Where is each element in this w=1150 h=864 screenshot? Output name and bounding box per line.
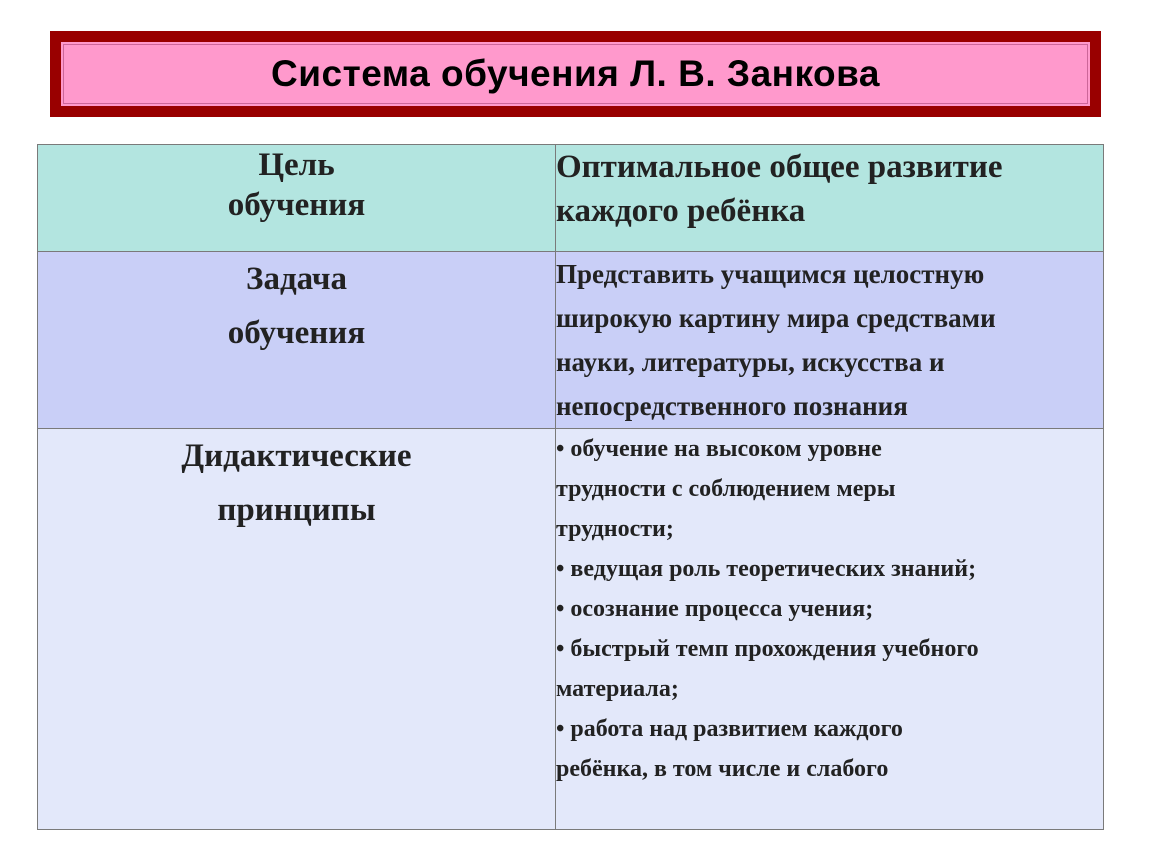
principles-item-line: • работа над развитием каждого [556,716,903,742]
task-label-cell [38,252,556,429]
goal-label-line-2: обучения [227,187,366,223]
task-value-line-3: науки, литературы, искусства и [556,347,945,377]
goal-value-cell [556,145,1104,252]
table-row-principles [38,429,1104,830]
goal-value-line-1: Оптимальное общее развитие [556,149,1003,185]
principles-item-line: • быстрый темп прохождения учебного [556,636,979,662]
principles-item-line: материала; [556,676,679,702]
principles-value-cell [556,429,1104,830]
principles-item-line: трудности с соблюдением меры [556,476,896,502]
principles-item-line: • обучение на высоком уровне [556,436,882,462]
task-label-line-2: обучения [227,315,366,351]
title-banner [50,31,1101,117]
principles-label-line-1: Дидактические [181,438,412,474]
principles-item-line: ребёнка, в том числе и слабого [556,756,889,782]
task-value-cell [556,252,1104,429]
table-row-task [38,252,1104,429]
task-value-line-1: Представить учащимся целостную [556,259,985,289]
goal-label-line-1: Цель [258,147,335,183]
task-value-line-2: широкую картину мира средствами [556,303,996,333]
task-value-line-4: непосредственного познания [556,391,908,421]
principles-item-line: трудности; [556,516,674,542]
principles-label-line-2: принципы [217,492,376,528]
goal-label-cell [38,145,556,252]
page-title: Система обучения Л. В. Занкова [271,53,880,94]
task-label-line-1: Задача [246,261,347,297]
table-row-goal [38,145,1104,252]
info-table [37,144,1104,830]
principles-item-line: • осознание процесса учения; [556,596,874,622]
principles-label-cell [38,429,556,830]
goal-value-line-2: каждого ребёнка [556,193,806,229]
principles-item-line: • ведущая роль теоретических знаний; [556,556,977,582]
